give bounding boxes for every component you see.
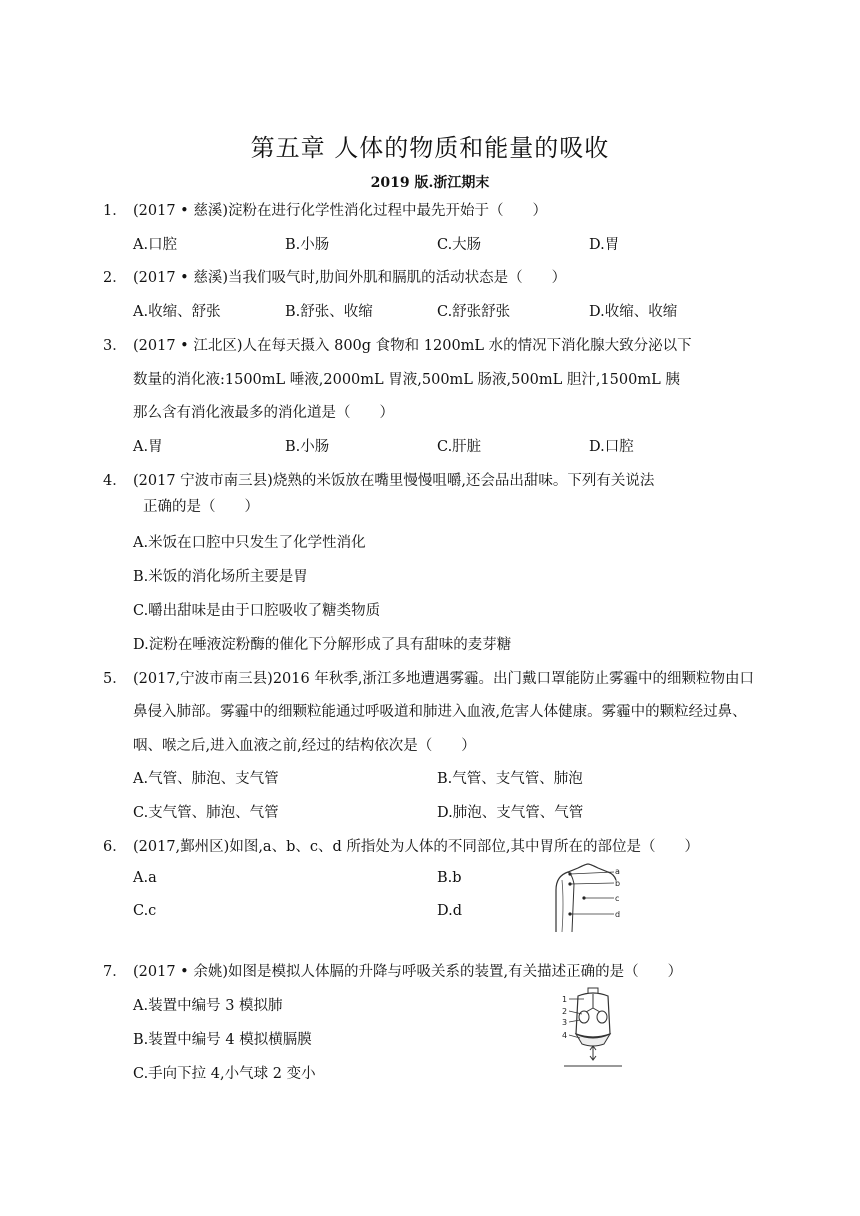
option: D.肺泡、支气管、气管 xyxy=(437,805,584,821)
option: B.气管、支气管、肺泡 xyxy=(437,771,583,787)
option: A.米饭在口腔中只发生了化学性消化 xyxy=(133,535,366,551)
option: D.淀粉在唾液淀粉酶的催化下分解形成了具有甜味的麦芽糖 xyxy=(133,637,512,653)
question-text: (2017 • 慈溪)淀粉在进行化学性消化过程中最先开始于（ ） xyxy=(133,203,547,219)
question-text: (2017,鄞州区)如图,a、b、c、d 所指处为人体的不同部位,其中胃所在的部位是（ ） xyxy=(133,839,699,855)
option: B.b xyxy=(437,870,462,886)
figure-label-b: b xyxy=(615,879,621,888)
question-text: (2017,宁波市南三县)2016 年秋季,浙江多地遭遇雾霾。出门戴口罩能防止雾霾中的细颗粒物由口 xyxy=(133,671,754,687)
option: B.小肠 xyxy=(285,439,330,455)
figure-label-4: 4 xyxy=(562,1031,568,1040)
option: D.收缩、收缩 xyxy=(589,304,678,320)
page-title: 第五章 人体的物质和能量的吸收 xyxy=(250,134,610,162)
option: C.手向下拉 4,小气球 2 变小 xyxy=(133,1066,316,1082)
option: B.舒张、收缩 xyxy=(285,304,373,320)
option: B.装置中编号 4 模拟横膈膜 xyxy=(133,1032,312,1048)
option: C.嚼出甜味是由于口腔吸收了糖类物质 xyxy=(133,603,381,619)
question-number: 5． xyxy=(103,671,127,687)
option: B.米饭的消化场所主要是胃 xyxy=(133,569,308,585)
option: D.d xyxy=(437,903,462,919)
question-text: (2017 • 余姚)如图是模拟人体膈的升降与呼吸关系的装置,有关描述正确的是（ ） xyxy=(133,964,683,980)
option: B.小肠 xyxy=(285,237,330,253)
option: A.收缩、舒张 xyxy=(133,304,221,320)
question-text: 咽、喉之后,进入血液之前,经过的结构依次是（ ） xyxy=(133,738,476,754)
question-number: 3． xyxy=(103,338,127,354)
question-number: 7． xyxy=(103,964,127,980)
question-text: (2017 • 慈溪)当我们吸气时,肋间外肌和膈肌的活动状态是（ ） xyxy=(133,270,567,286)
option: A.口腔 xyxy=(133,237,178,253)
option: A.气管、肺泡、支气管 xyxy=(133,771,279,787)
question-text: (2017 宁波市南三县)烧熟的米饭放在嘴里慢慢咀嚼,还会品出甜味。下列有关说法 xyxy=(133,473,655,489)
option: A.a xyxy=(133,870,157,886)
option: D.口腔 xyxy=(589,439,634,455)
option: A.胃 xyxy=(133,439,163,455)
option: C.c xyxy=(133,903,157,919)
figure-label-c: c xyxy=(615,894,620,903)
figure-label-d: d xyxy=(615,910,621,919)
bell-jar-model-diagram xyxy=(560,986,626,1070)
torso-diagram xyxy=(548,862,630,934)
option: C.大肠 xyxy=(437,237,482,253)
question-text: 那么含有消化液最多的消化道是（ ） xyxy=(133,405,394,421)
page-subtitle: 2019 版.浙江期末 xyxy=(370,175,490,191)
figure-label-2: 2 xyxy=(562,1007,568,1016)
option: C.肝脏 xyxy=(437,439,482,455)
figure-label-3: 3 xyxy=(562,1018,568,1027)
question-text: (2017 • 江北区)人在每天摄入 800g 食物和 1200mL 水的情况下消化腺大致分泌以下 xyxy=(133,338,692,354)
option: C.支气管、肺泡、气管 xyxy=(133,805,279,821)
option: C.舒张舒张 xyxy=(437,304,511,320)
option: D.胃 xyxy=(589,237,620,253)
figure-label-1: 1 xyxy=(562,995,568,1004)
question-number: 1． xyxy=(103,203,127,219)
figure-label-a: a xyxy=(615,867,620,876)
option: A.装置中编号 3 模拟肺 xyxy=(133,998,283,1014)
question-text: 鼻侵入肺部。雾霾中的细颗粒能通过呼吸道和肺进入血液,危害人体健康。雾霾中的颗粒经过鼻、 xyxy=(133,704,747,720)
question-number: 4． xyxy=(103,473,127,489)
question-text: 正确的是（ ） xyxy=(143,499,259,515)
question-text: 数量的消化液:1500mL 唾液,2000mL 胃液,500mL 肠液,500mL 胆汁,1500mL 胰 xyxy=(133,372,680,388)
question-number: 2． xyxy=(103,270,127,286)
question-number: 6． xyxy=(103,839,127,855)
